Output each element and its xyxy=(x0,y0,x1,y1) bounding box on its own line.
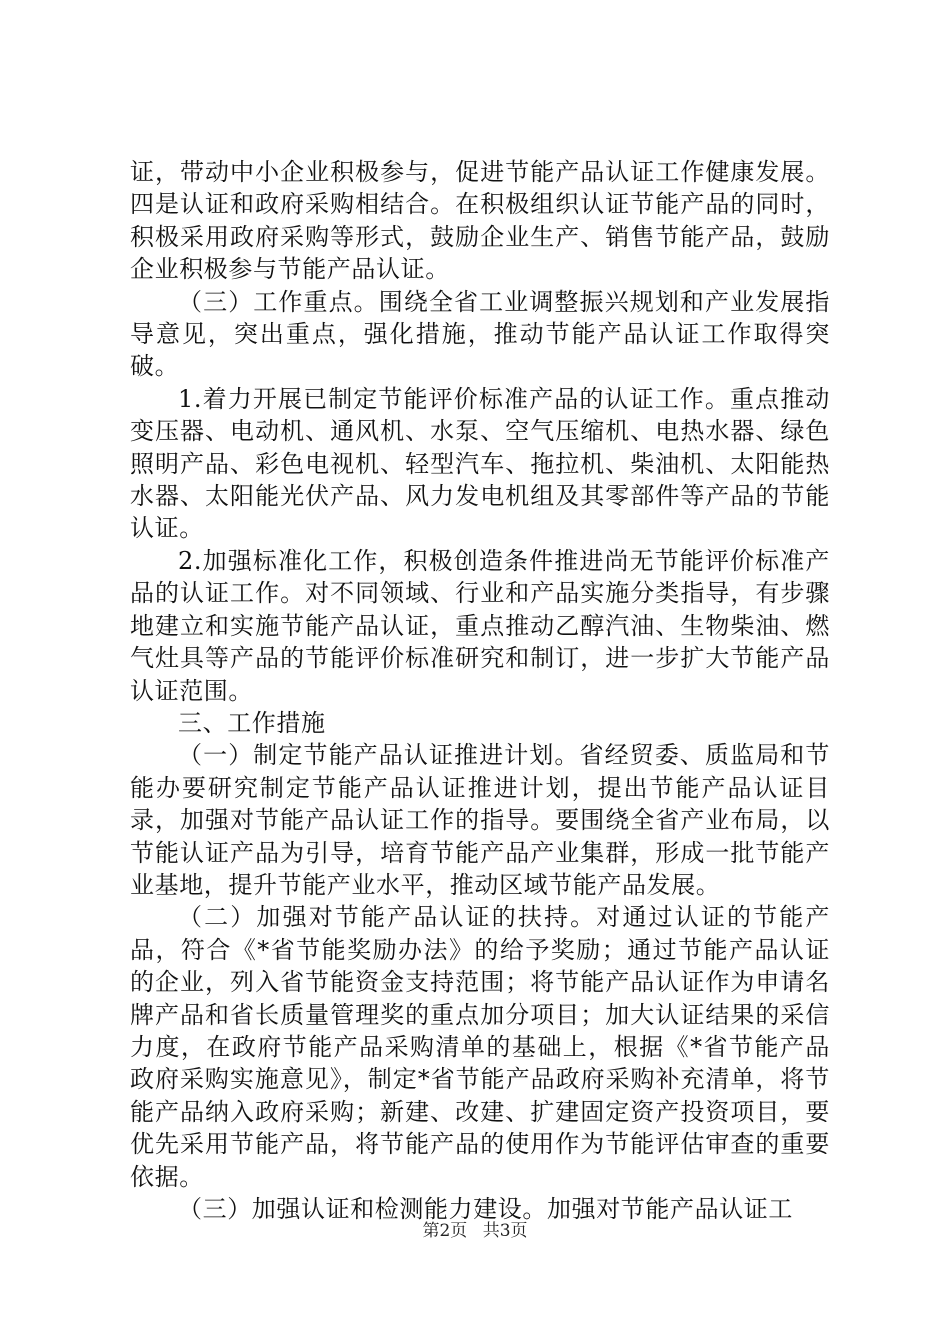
page-total: 共3页 xyxy=(482,1221,528,1241)
paragraph-measure-1: （一）制定节能产品认证推进计划。省经贸委、质监局和节能办要研究制定节能产品认证推进计划，提出节能产品认证目录，加强对节能产品认证工作的指导。要围绕全省产业布局，以节能认证产品为引导，培育节能产品产业集群，形成一批节能产业基地，提升节能产业水平，推动区域节能产品发展。 xyxy=(130,741,830,899)
paragraph-continued: 证，带动中小企业积极参与，促进节能产品认证工作健康发展。四是认证和政府采购相结合。在积极组织认证节能产品的同时，积极采用政府采购等形式，鼓励企业生产、销售节能产品，鼓励企业积极参与节能产品认证。 xyxy=(130,158,830,284)
paragraph-work-focus: （三）工作重点。围绕全省工业调整振兴规划和产业发展指导意见，突出重点，强化措施，推动节能产品认证工作取得突破。 xyxy=(130,287,830,381)
document-body xyxy=(130,156,830,1225)
paragraph-item-2: 2.加强标准化工作，积极创造条件推进尚无节能评价标准产品的认证工作。对不同领域、行业和产品实施分类指导，有步骤地建立和实施节能产品认证，重点推动乙醇汽油、生物柴油、燃气灶具等产品的节能评价标准研究和制订，进一步扩大节能产品认证范围。 xyxy=(130,546,830,705)
paragraph-item-1: 1.着力开展已制定节能评价标准产品的认证工作。重点推动变压器、电动机、通风机、水泵、空气压缩机、电热水器、绿色照明产品、彩色电视机、轻型汽车、拖拉机、柴油机、太阳能热水器、太阳能光伏产品、风力发电机组及其零部件等产品的节能认证。 xyxy=(130,384,830,543)
paragraph-measure-3: （三）加强认证和检测能力建设。加强对节能产品认证工 xyxy=(178,1195,793,1223)
page-number: 第2页 xyxy=(422,1221,468,1241)
section-heading-measures: 三、工作措施 xyxy=(178,708,326,737)
paragraph-measure-2: （二）加强对节能产品认证的扶持。对通过认证的节能产品，符合《*省节能奖励办法》的给予奖励；通过节能产品认证的企业，列入省节能资金支持范围；将节能产品认证作为申请名牌产品和省长质量管理奖的重点加分项目；加大认证结果的采信力度，在政府节能产品采购清单的基础上，根据《*省节能产品政府采购实施意见》，制定*省节能产品政府采购补充清单，将节能产品纳入政府采购；新建、改建、扩建固定资产投资项目，要优先采用节能产品，将节能产品的使用作为节能评估审查的重要依据。 xyxy=(130,903,830,1191)
page-footer xyxy=(0,1216,950,1241)
